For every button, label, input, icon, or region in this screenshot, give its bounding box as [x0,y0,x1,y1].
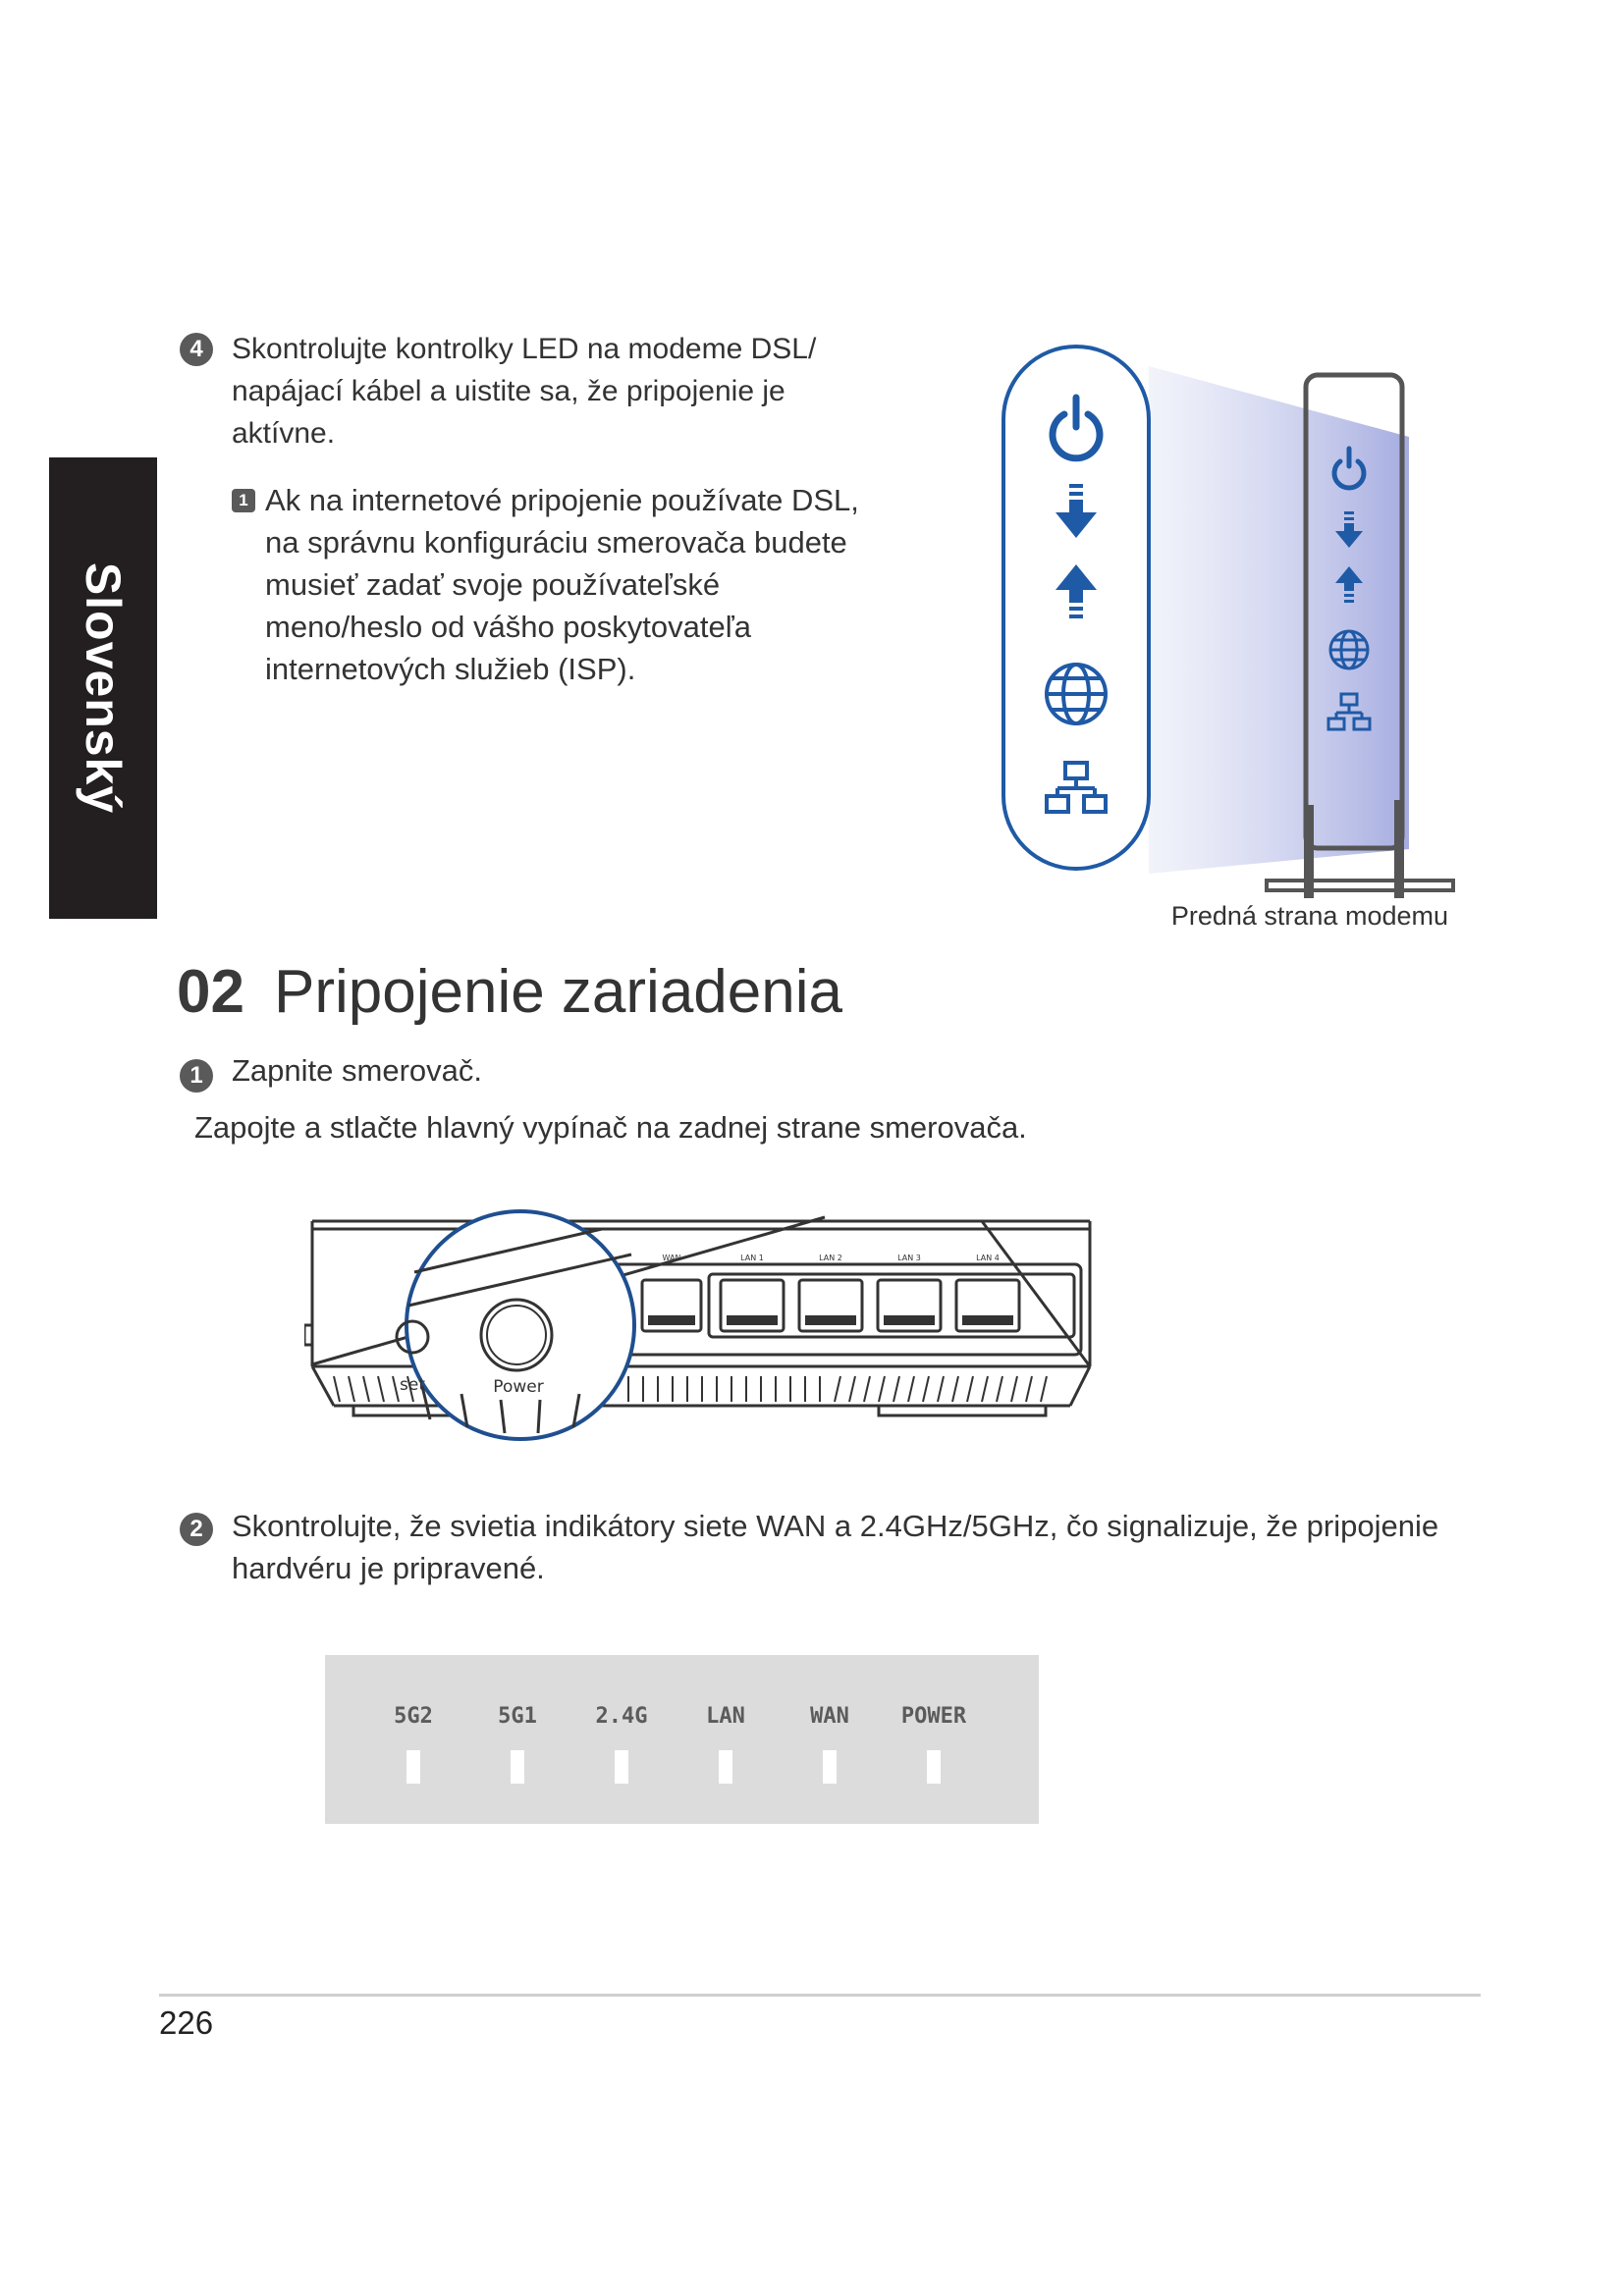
note-badge: 1 [232,489,255,512]
led-label: WAN [810,1704,849,1729]
step-2-text: Skontrolujte, že svietia indikátory siete WAN a 2.4GHz/5GHz, čo signalizuje, že pripojenie hardvéru je pripravené. [232,1509,1439,1585]
page-number: 226 [159,2004,214,2041]
led-power [885,1704,983,1784]
section-number: 02 [177,958,244,1026]
step-4-badge: 4 [180,333,213,366]
port-label-lan3: LAN 3 [897,1254,921,1262]
footer-divider [159,1994,1481,1997]
led-5g2 [364,1704,462,1784]
reset-label: set [400,1375,425,1395]
led-light [927,1750,941,1784]
router-rear-illustration [304,1209,1100,1465]
led-lan [677,1704,775,1784]
led-label: 5G2 [394,1704,433,1729]
led-label: LAN [706,1704,745,1729]
ethernet-ports [642,1274,1074,1337]
language-label: Slovenský [76,561,131,815]
led-light [511,1750,524,1784]
led-2-4g [572,1704,671,1784]
led-light [615,1750,628,1784]
section-heading [177,957,842,1027]
port-label-lan1: LAN 1 [740,1254,764,1262]
step-2-badge: 2 [180,1513,213,1546]
step-1-badge: 1 [180,1059,213,1093]
section-title: Pripojenie zariadenia [273,958,843,1026]
led-label: 2.4G [595,1704,648,1729]
port-label-lan2: LAN 2 [819,1254,842,1262]
port-label-lan4: LAN 4 [976,1254,1000,1262]
modem-stand [1267,881,1453,890]
led-light [719,1750,732,1784]
step-4-text: Skontrolujte kontrolky LED na modeme DSL/ napájací kábel a uistite sa, že pripojenie je aktívne. [232,333,817,450]
modem-figure-caption: Predná strana modemu [1170,901,1448,931]
led-label: 5G1 [498,1704,537,1729]
led-indicator-panel [325,1655,1039,1824]
modem-front-illustration [992,339,1463,898]
led-5g1 [468,1704,567,1784]
note-text: Ak na internetové pripojenie používate DSL, na správnu konfiguráciu smerovača budete musieť zadať svoje používateľské meno/heslo od vášho poskytovateľa internetových služieb (ISP). [265,483,859,686]
led-wan [781,1704,879,1784]
led-light [823,1750,837,1784]
step-1-subtext: Zapojte a stlačte hlavný vypínač na zadnej strane smerovača. [194,1110,1027,1145]
led-light [406,1750,420,1784]
step-1-text: Zapnite smerovač. [232,1053,482,1088]
port-label-wan: WAN [662,1254,681,1262]
light-beam [1149,366,1409,874]
led-label: POWER [900,1704,967,1729]
power-label: Power [493,1377,544,1397]
language-side-tab [49,457,157,919]
